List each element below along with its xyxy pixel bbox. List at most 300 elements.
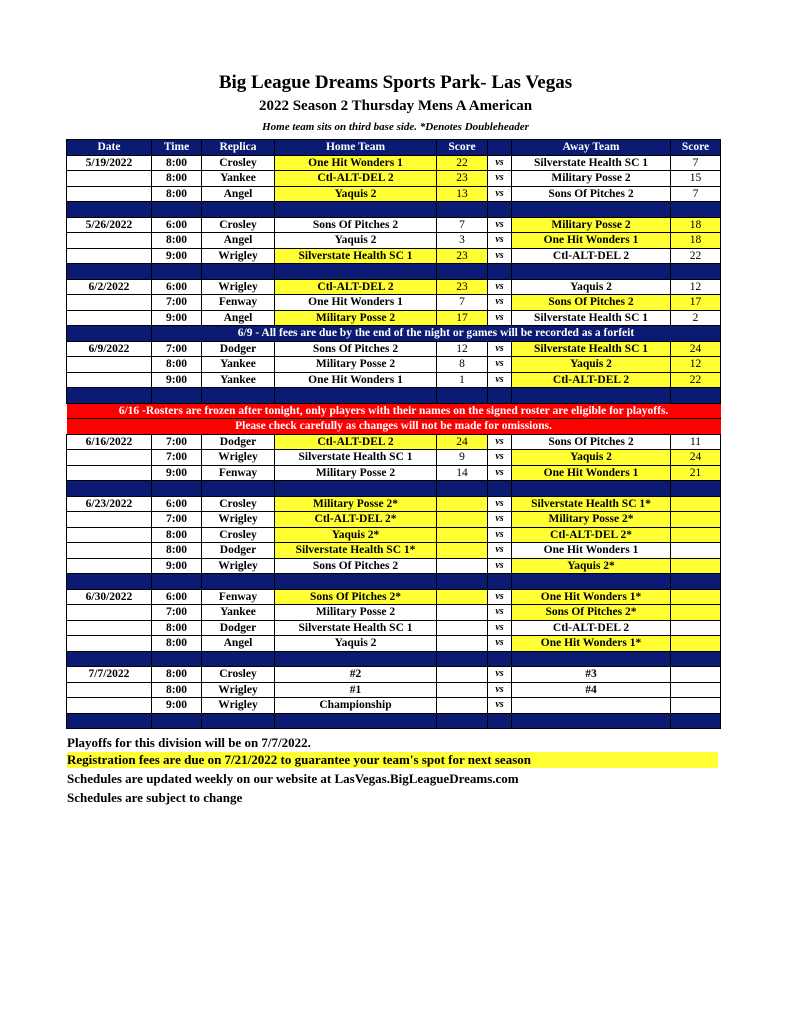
away-score xyxy=(671,636,721,652)
home-team: Military Posse 2* xyxy=(275,496,437,512)
away-team xyxy=(512,698,671,714)
vs-label: vs xyxy=(488,605,512,621)
game-time: 8:00 xyxy=(152,233,202,249)
game-date xyxy=(67,465,152,481)
separator-cell xyxy=(275,388,437,404)
fee-notice-row xyxy=(67,326,721,342)
home-score xyxy=(437,682,488,698)
separator-cell xyxy=(67,574,152,590)
game-replica-field: Wrigley xyxy=(202,682,275,698)
separator-cell xyxy=(512,264,671,280)
game-replica-field: Yankee xyxy=(202,605,275,621)
game-row xyxy=(67,341,721,357)
away-team: Ctl-ALT-DEL 2 xyxy=(512,248,671,264)
game-time: 8:00 xyxy=(152,527,202,543)
away-score xyxy=(671,527,721,543)
away-score xyxy=(671,667,721,683)
separator-cell xyxy=(67,651,152,667)
game-date: 6/2/2022 xyxy=(67,279,152,295)
separator-cell xyxy=(512,651,671,667)
away-score xyxy=(671,589,721,605)
home-team: One Hit Wonders 1 xyxy=(275,372,437,388)
away-score: 24 xyxy=(671,450,721,466)
game-row xyxy=(67,171,721,187)
game-time: 9:00 xyxy=(152,558,202,574)
home-team: Military Posse 2 xyxy=(275,310,437,326)
separator-cell xyxy=(152,264,202,280)
home-score: 14 xyxy=(437,465,488,481)
away-score: 22 xyxy=(671,372,721,388)
game-time: 7:00 xyxy=(152,341,202,357)
home-team: Championship xyxy=(275,698,437,714)
away-team: One Hit Wonders 1* xyxy=(512,589,671,605)
separator-cell xyxy=(202,651,275,667)
roster-alert-row xyxy=(67,403,721,419)
game-row xyxy=(67,667,721,683)
game-replica-field: Dodger xyxy=(202,543,275,559)
roster-alert-row xyxy=(67,419,721,435)
home-team: Yaquis 2 xyxy=(275,233,437,249)
roster-alert-text: Please check carefully as changes will not be made for omissions. xyxy=(67,419,721,435)
home-team: Silverstate Health SC 1 xyxy=(275,450,437,466)
game-replica-field: Yankee xyxy=(202,357,275,373)
game-replica-field: Dodger xyxy=(202,434,275,450)
game-date xyxy=(67,682,152,698)
game-row xyxy=(67,217,721,233)
week-separator-row xyxy=(67,651,721,667)
notice-spacer xyxy=(67,326,152,342)
vs-label: vs xyxy=(488,589,512,605)
game-row xyxy=(67,605,721,621)
vs-label: vs xyxy=(488,248,512,264)
schedule-body xyxy=(67,155,721,729)
away-score: 18 xyxy=(671,217,721,233)
game-time: 8:00 xyxy=(152,620,202,636)
separator-cell xyxy=(437,651,488,667)
game-replica-field: Fenway xyxy=(202,295,275,311)
game-time: 6:00 xyxy=(152,217,202,233)
separator-cell xyxy=(437,713,488,729)
away-score xyxy=(671,543,721,559)
col-header-home-team: Home Team xyxy=(275,140,437,156)
away-score xyxy=(671,558,721,574)
separator-cell xyxy=(275,481,437,497)
game-row xyxy=(67,233,721,249)
away-team: Silverstate Health SC 1 xyxy=(512,341,671,357)
home-score: 9 xyxy=(437,450,488,466)
away-score xyxy=(671,496,721,512)
vs-label: vs xyxy=(488,310,512,326)
game-row xyxy=(67,465,721,481)
game-date xyxy=(67,698,152,714)
vs-label: vs xyxy=(488,558,512,574)
away-team: Ctl-ALT-DEL 2* xyxy=(512,527,671,543)
game-time: 6:00 xyxy=(152,279,202,295)
away-team: One Hit Wonders 1* xyxy=(512,636,671,652)
game-time: 9:00 xyxy=(152,698,202,714)
playoffs-note: Playoffs for this division will be on 7/7/2022. xyxy=(67,735,311,750)
game-date xyxy=(67,636,152,652)
game-date: 6/9/2022 xyxy=(67,341,152,357)
home-score: 8 xyxy=(437,357,488,373)
table-header-row xyxy=(67,140,721,156)
home-team: Sons Of Pitches 2 xyxy=(275,217,437,233)
game-row xyxy=(67,543,721,559)
away-score: 22 xyxy=(671,248,721,264)
home-team: Ctl-ALT-DEL 2 xyxy=(275,279,437,295)
separator-cell xyxy=(488,651,512,667)
game-date xyxy=(67,372,152,388)
game-row xyxy=(67,496,721,512)
separator-cell xyxy=(488,264,512,280)
game-row xyxy=(67,682,721,698)
game-time: 7:00 xyxy=(152,295,202,311)
separator-cell xyxy=(671,388,721,404)
game-date xyxy=(67,248,152,264)
home-team: #1 xyxy=(275,682,437,698)
game-time: 8:00 xyxy=(152,543,202,559)
game-time: 9:00 xyxy=(152,372,202,388)
home-score: 17 xyxy=(437,310,488,326)
vs-label: vs xyxy=(488,698,512,714)
home-score: 23 xyxy=(437,248,488,264)
game-time: 9:00 xyxy=(152,310,202,326)
game-replica-field: Wrigley xyxy=(202,279,275,295)
game-replica-field: Wrigley xyxy=(202,512,275,528)
game-row xyxy=(67,372,721,388)
away-team: Silverstate Health SC 1* xyxy=(512,496,671,512)
game-row xyxy=(67,248,721,264)
separator-cell xyxy=(488,713,512,729)
game-date xyxy=(67,233,152,249)
separator-cell xyxy=(275,574,437,590)
separator-cell xyxy=(488,481,512,497)
game-row xyxy=(67,589,721,605)
away-team: Military Posse 2 xyxy=(512,171,671,187)
home-team: Yaquis 2 xyxy=(275,636,437,652)
away-team: Silverstate Health SC 1 xyxy=(512,155,671,171)
game-replica-field: Dodger xyxy=(202,620,275,636)
game-replica-field: Crosley xyxy=(202,667,275,683)
separator-cell xyxy=(67,481,152,497)
separator-cell xyxy=(152,574,202,590)
away-team: Yaquis 2 xyxy=(512,279,671,295)
week-separator-row xyxy=(67,202,721,218)
game-time: 9:00 xyxy=(152,248,202,264)
home-score: 7 xyxy=(437,217,488,233)
game-row xyxy=(67,279,721,295)
separator-cell xyxy=(152,202,202,218)
home-score xyxy=(437,496,488,512)
away-score: 12 xyxy=(671,279,721,295)
home-score: 12 xyxy=(437,341,488,357)
separator-cell xyxy=(488,202,512,218)
separator-cell xyxy=(512,574,671,590)
separator-cell xyxy=(512,713,671,729)
game-replica-field: Angel xyxy=(202,186,275,202)
separator-cell xyxy=(202,574,275,590)
away-team: Sons Of Pitches 2* xyxy=(512,605,671,621)
season-subtitle: 2022 Season 2 Thursday Mens A American xyxy=(258,98,533,114)
home-team-note: Home team sits on third base side. *Denotes Doubleheader xyxy=(262,121,529,133)
game-time: 8:00 xyxy=(152,667,202,683)
schedule-change-note: Schedules are subject to change xyxy=(67,790,243,805)
home-team: Sons Of Pitches 2* xyxy=(275,589,437,605)
away-score: 12 xyxy=(671,357,721,373)
home-team: #2 xyxy=(275,667,437,683)
away-team: One Hit Wonders 1 xyxy=(512,465,671,481)
vs-label: vs xyxy=(488,279,512,295)
separator-cell xyxy=(671,574,721,590)
separator-cell xyxy=(202,202,275,218)
home-score xyxy=(437,605,488,621)
week-separator-row xyxy=(67,264,721,280)
home-team: Military Posse 2 xyxy=(275,357,437,373)
home-score xyxy=(437,636,488,652)
col-header-vs xyxy=(488,140,512,156)
away-team: Sons Of Pitches 2 xyxy=(512,434,671,450)
game-row xyxy=(67,527,721,543)
separator-cell xyxy=(488,388,512,404)
away-team: #4 xyxy=(512,682,671,698)
vs-label: vs xyxy=(488,450,512,466)
game-time: 8:00 xyxy=(152,682,202,698)
separator-cell xyxy=(202,388,275,404)
home-score xyxy=(437,558,488,574)
away-score xyxy=(671,605,721,621)
away-team: One Hit Wonders 1 xyxy=(512,543,671,559)
home-score: 13 xyxy=(437,186,488,202)
game-replica-field: Yankee xyxy=(202,171,275,187)
home-score: 22 xyxy=(437,155,488,171)
home-team: Sons Of Pitches 2 xyxy=(275,341,437,357)
game-replica-field: Wrigley xyxy=(202,248,275,264)
separator-cell xyxy=(202,481,275,497)
home-score xyxy=(437,543,488,559)
away-score: 21 xyxy=(671,465,721,481)
separator-cell xyxy=(152,388,202,404)
separator-cell xyxy=(67,388,152,404)
home-score xyxy=(437,698,488,714)
game-replica-field: Angel xyxy=(202,636,275,652)
separator-cell xyxy=(437,264,488,280)
vs-label: vs xyxy=(488,512,512,528)
away-score: 2 xyxy=(671,310,721,326)
vs-label: vs xyxy=(488,636,512,652)
away-score: 11 xyxy=(671,434,721,450)
game-replica-field: Angel xyxy=(202,233,275,249)
week-separator-row xyxy=(67,388,721,404)
separator-cell xyxy=(202,264,275,280)
game-replica-field: Crosley xyxy=(202,496,275,512)
roster-alert-text: 6/16 -Rosters are frozen after tonight, only players with their names on the signed roster are eligible for playoffs. xyxy=(67,403,721,419)
away-score xyxy=(671,682,721,698)
home-score: 23 xyxy=(437,279,488,295)
vs-label: vs xyxy=(488,341,512,357)
home-team: Ctl-ALT-DEL 2 xyxy=(275,171,437,187)
game-row xyxy=(67,434,721,450)
separator-cell xyxy=(512,481,671,497)
home-score: 23 xyxy=(437,171,488,187)
away-score: 18 xyxy=(671,233,721,249)
registration-fees-note: Registration fees are due on 7/21/2022 to guarantee your team's spot for next season xyxy=(67,752,718,768)
away-team: Sons Of Pitches 2 xyxy=(512,295,671,311)
home-score xyxy=(437,620,488,636)
away-team: Ctl-ALT-DEL 2 xyxy=(512,620,671,636)
away-team: Yaquis 2* xyxy=(512,558,671,574)
col-header-time: Time xyxy=(152,140,202,156)
game-time: 7:00 xyxy=(152,450,202,466)
game-date: 6/23/2022 xyxy=(67,496,152,512)
vs-label: vs xyxy=(488,527,512,543)
separator-cell xyxy=(437,574,488,590)
home-team: Silverstate Health SC 1 xyxy=(275,620,437,636)
separator-cell xyxy=(275,202,437,218)
game-replica-field: Fenway xyxy=(202,465,275,481)
game-row xyxy=(67,636,721,652)
game-replica-field: Wrigley xyxy=(202,558,275,574)
separator-cell xyxy=(437,481,488,497)
game-time: 8:00 xyxy=(152,155,202,171)
vs-label: vs xyxy=(488,186,512,202)
home-team: Silverstate Health SC 1* xyxy=(275,543,437,559)
home-team: One Hit Wonders 1 xyxy=(275,295,437,311)
game-date: 5/26/2022 xyxy=(67,217,152,233)
separator-cell xyxy=(671,651,721,667)
vs-label: vs xyxy=(488,233,512,249)
game-time: 7:00 xyxy=(152,434,202,450)
away-score: 7 xyxy=(671,155,721,171)
game-date xyxy=(67,512,152,528)
vs-label: vs xyxy=(488,372,512,388)
home-score xyxy=(437,512,488,528)
separator-cell xyxy=(152,651,202,667)
game-date xyxy=(67,605,152,621)
week-separator-row xyxy=(67,481,721,497)
away-score: 24 xyxy=(671,341,721,357)
game-time: 6:00 xyxy=(152,496,202,512)
game-date xyxy=(67,310,152,326)
game-date xyxy=(67,450,152,466)
separator-cell xyxy=(152,713,202,729)
game-replica-field: Angel xyxy=(202,310,275,326)
game-row xyxy=(67,295,721,311)
separator-cell xyxy=(67,264,152,280)
away-team: Military Posse 2 xyxy=(512,217,671,233)
website-note: Schedules are updated weekly on our website at LasVegas.BigLeagueDreams.com xyxy=(67,771,519,786)
game-replica-field: Fenway xyxy=(202,589,275,605)
vs-label: vs xyxy=(488,357,512,373)
col-header-home-score: Score xyxy=(437,140,488,156)
home-score xyxy=(437,667,488,683)
game-replica-field: Dodger xyxy=(202,341,275,357)
separator-cell xyxy=(275,651,437,667)
vs-label: vs xyxy=(488,667,512,683)
away-score xyxy=(671,512,721,528)
game-date xyxy=(67,527,152,543)
away-team: Yaquis 2 xyxy=(512,357,671,373)
home-score: 3 xyxy=(437,233,488,249)
game-row xyxy=(67,698,721,714)
away-team: Silverstate Health SC 1 xyxy=(512,310,671,326)
vs-label: vs xyxy=(488,434,512,450)
game-date: 6/30/2022 xyxy=(67,589,152,605)
vs-label: vs xyxy=(488,155,512,171)
separator-cell xyxy=(275,713,437,729)
separator-cell xyxy=(671,264,721,280)
separator-cell xyxy=(488,574,512,590)
game-row xyxy=(67,155,721,171)
home-score: 7 xyxy=(437,295,488,311)
game-date xyxy=(67,295,152,311)
separator-cell xyxy=(152,481,202,497)
home-team: Ctl-ALT-DEL 2* xyxy=(275,512,437,528)
away-team: Ctl-ALT-DEL 2 xyxy=(512,372,671,388)
vs-label: vs xyxy=(488,543,512,559)
game-time: 8:00 xyxy=(152,186,202,202)
game-time: 8:00 xyxy=(152,171,202,187)
home-team: Yaquis 2* xyxy=(275,527,437,543)
away-score: 15 xyxy=(671,171,721,187)
home-score xyxy=(437,589,488,605)
col-header-away-team: Away Team xyxy=(512,140,671,156)
game-row xyxy=(67,357,721,373)
col-header-date: Date xyxy=(67,140,152,156)
separator-cell xyxy=(671,202,721,218)
game-date: 6/16/2022 xyxy=(67,434,152,450)
separator-cell xyxy=(67,713,152,729)
col-header-away-score: Score xyxy=(671,140,721,156)
fee-notice-text: 6/9 - All fees are due by the end of the night or games will be recorded as a forfeit xyxy=(152,326,721,342)
game-row xyxy=(67,186,721,202)
game-row xyxy=(67,512,721,528)
game-date xyxy=(67,171,152,187)
home-team: Yaquis 2 xyxy=(275,186,437,202)
away-score xyxy=(671,698,721,714)
game-replica-field: Wrigley xyxy=(202,698,275,714)
game-row xyxy=(67,558,721,574)
separator-cell xyxy=(67,202,152,218)
game-row xyxy=(67,620,721,636)
home-team: One Hit Wonders 1 xyxy=(275,155,437,171)
away-team: One Hit Wonders 1 xyxy=(512,233,671,249)
vs-label: vs xyxy=(488,171,512,187)
game-replica-field: Wrigley xyxy=(202,450,275,466)
game-replica-field: Crosley xyxy=(202,527,275,543)
home-team: Military Posse 2 xyxy=(275,465,437,481)
away-score xyxy=(671,620,721,636)
home-score xyxy=(437,527,488,543)
away-team: Military Posse 2* xyxy=(512,512,671,528)
away-team: Yaquis 2 xyxy=(512,450,671,466)
separator-cell xyxy=(671,713,721,729)
game-time: 8:00 xyxy=(152,357,202,373)
separator-cell xyxy=(512,388,671,404)
game-date: 7/7/2022 xyxy=(67,667,152,683)
away-score: 17 xyxy=(671,295,721,311)
game-date xyxy=(67,558,152,574)
vs-label: vs xyxy=(488,620,512,636)
game-time: 7:00 xyxy=(152,512,202,528)
week-separator-row xyxy=(67,574,721,590)
away-team: Sons Of Pitches 2 xyxy=(512,186,671,202)
separator-cell xyxy=(437,202,488,218)
home-team: Sons Of Pitches 2 xyxy=(275,558,437,574)
away-team: #3 xyxy=(512,667,671,683)
separator-cell xyxy=(437,388,488,404)
separator-cell xyxy=(512,202,671,218)
game-date xyxy=(67,186,152,202)
